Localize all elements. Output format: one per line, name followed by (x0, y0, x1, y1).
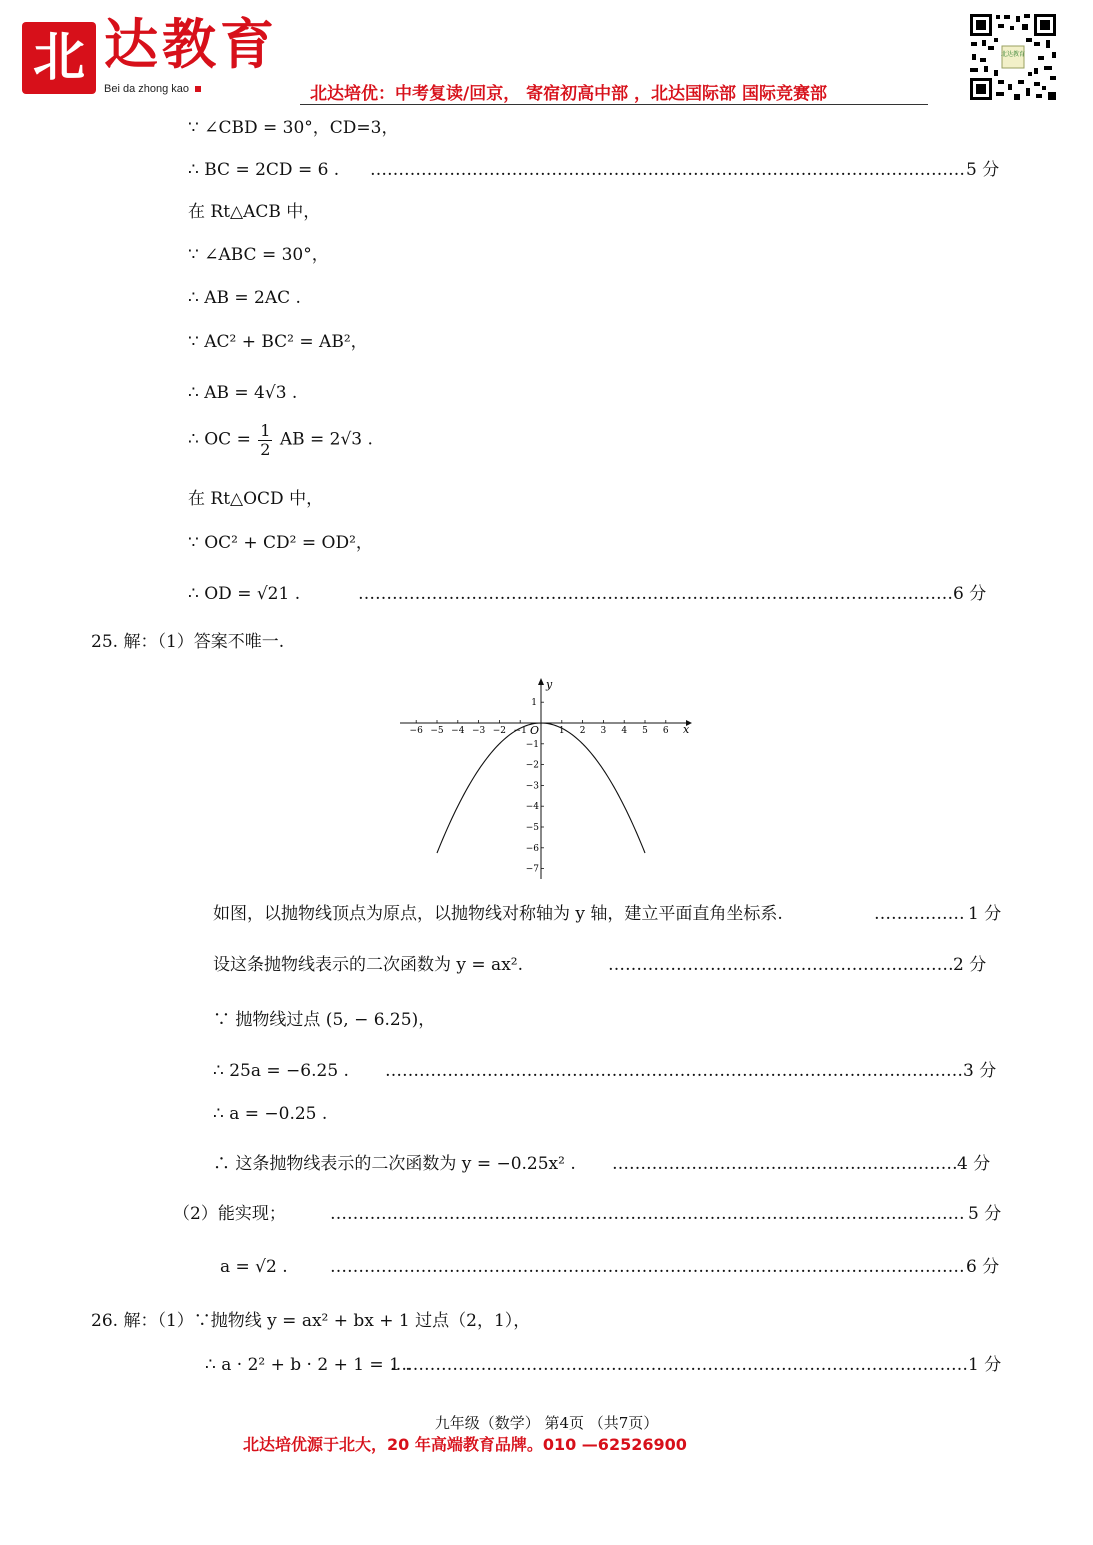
y-tick-label: −2 (525, 760, 539, 771)
y-axis-label: y (546, 678, 553, 691)
footer-slogan: 北达培优源于北大，20 年高端教育品牌。010 —62526900 (243, 1435, 687, 1454)
question-25-part2: （2）能实现； (173, 1204, 286, 1224)
line-angle-abc: ∵ ∠ABC = 30°， (188, 245, 329, 265)
x-tick-label: 4 (621, 726, 628, 736)
page-info: 九年级（数学） 第4页 （共7页） (434, 1414, 659, 1432)
line-25a: ∴ 25a = −6.25 . (213, 1061, 349, 1081)
logo-text: 达教育 (104, 13, 278, 76)
line-rt-acb: 在 Rt△ACB 中， (188, 202, 321, 222)
parabola-graph (396, 676, 696, 886)
qr-center-text: 北达教育 (1000, 51, 1026, 58)
score-label: 6 分 (953, 584, 987, 604)
line-pythagoras-ocd: ∵ OC² + CD² = OD²， (188, 533, 373, 553)
line-oc-value: ∴ OC = $\frac{1}{2}$ AB = 2√3 . (188, 421, 373, 459)
fraction-one-half: $\frac{1}{2}$ (260, 421, 271, 459)
line-substitute-point: ∴ a · 2² + b · 2 + 1 = 1 . (205, 1355, 411, 1375)
leader-dots (330, 1257, 966, 1277)
x-tick-label: 6 (662, 726, 669, 736)
x-tick-label: −2 (492, 726, 507, 736)
line-od-value: ∴ OD = √21 . (188, 584, 301, 604)
y-tick-label: 1 (531, 698, 537, 709)
leader-dots (390, 1355, 967, 1375)
score-label: 6 分 (966, 1257, 1000, 1277)
x-tick-label: 5 (642, 726, 648, 736)
leader-dots (874, 904, 966, 924)
leader-dots (612, 1154, 957, 1174)
logo-dot-icon (195, 86, 201, 92)
score-label: 5 分 (966, 160, 1000, 180)
x-ticks (410, 720, 669, 736)
score-label: 3 分 (963, 1061, 997, 1081)
line-pythagoras-acb: ∵ AC² + BC² = AB²， (188, 332, 368, 352)
line-coordinate-setup: 如图，以抛物线顶点为原点，以抛物线对称轴为 y 轴，建立平面直角坐标系. (213, 904, 783, 924)
logo-mark (22, 22, 96, 94)
y-tick-label: −7 (525, 864, 539, 875)
logo-char: 北 (32, 28, 85, 88)
line-ab-2ac: ∴ AB = 2AC . (188, 288, 301, 308)
line-a-value: ∴ a = −0.25 . (213, 1104, 328, 1124)
x-tick-label: 1 (558, 726, 565, 736)
leader-dots (385, 1061, 963, 1081)
logo-subtitle: Bei da zhong kao (104, 83, 201, 95)
line-ab-value: ∴ AB = 4√3 . (188, 383, 298, 403)
line-a-sqrt2: a = √2 . (220, 1257, 288, 1277)
score-label: 4 分 (957, 1154, 991, 1174)
line-assume-function: 设这条抛物线表示的二次函数为 y = ax². (213, 955, 524, 975)
line-bc: ∴ BC = 2CD = 6 . (188, 160, 340, 180)
x-tick-label: −1 (513, 726, 527, 736)
leader-dots (358, 584, 953, 604)
header-slogan: 北达培优：中考复读/回京， 寄宿初高中部 ，北达国际部 国际竞赛部 (310, 84, 827, 104)
line-angle-cbd: ∵ ∠CBD = 30°，CD=3， (188, 118, 399, 138)
y-tick-label: −5 (525, 823, 539, 833)
x-tick-label: 2 (579, 726, 586, 736)
y-axis-arrow-icon (538, 678, 544, 685)
score-label: 1 分 (968, 1355, 1002, 1375)
header-divider (300, 104, 928, 105)
x-axis-label: x (683, 723, 690, 736)
y-tick-label: −4 (525, 802, 539, 813)
origin-label: O (530, 724, 540, 737)
score-label: 5 分 (968, 1204, 1002, 1224)
question-25-heading: 25. 解：（1）答案不唯一. (91, 632, 285, 652)
leader-dots (608, 955, 953, 975)
x-tick-label: −4 (451, 726, 465, 736)
x-tick-label: −5 (430, 726, 444, 736)
y-tick-label: −6 (525, 843, 539, 854)
line-point-on-parabola: ∵ 抛物线过点 (5, − 6.25)， (213, 1010, 436, 1030)
line-final-function: ∴ 这条抛物线表示的二次函数为 y = −0.25x² . (213, 1154, 576, 1174)
question-26-heading: 26. 解：（1）∵抛物线 y = ax² + bx + 1 过点（2，1）， (91, 1311, 531, 1331)
y-tick-label: −1 (525, 739, 539, 750)
leader-dots (330, 1204, 966, 1224)
score-label: 1 分 (968, 904, 1002, 924)
leader-dots (370, 160, 965, 180)
x-tick-label: 3 (600, 726, 607, 736)
score-label: 2 分 (953, 955, 987, 975)
x-tick-label: −6 (409, 726, 423, 736)
qr-code-icon (968, 12, 1058, 102)
x-tick-label: −3 (471, 726, 486, 736)
y-tick-label: −3 (525, 781, 539, 792)
line-rt-ocd: 在 Rt△OCD 中， (188, 489, 324, 509)
